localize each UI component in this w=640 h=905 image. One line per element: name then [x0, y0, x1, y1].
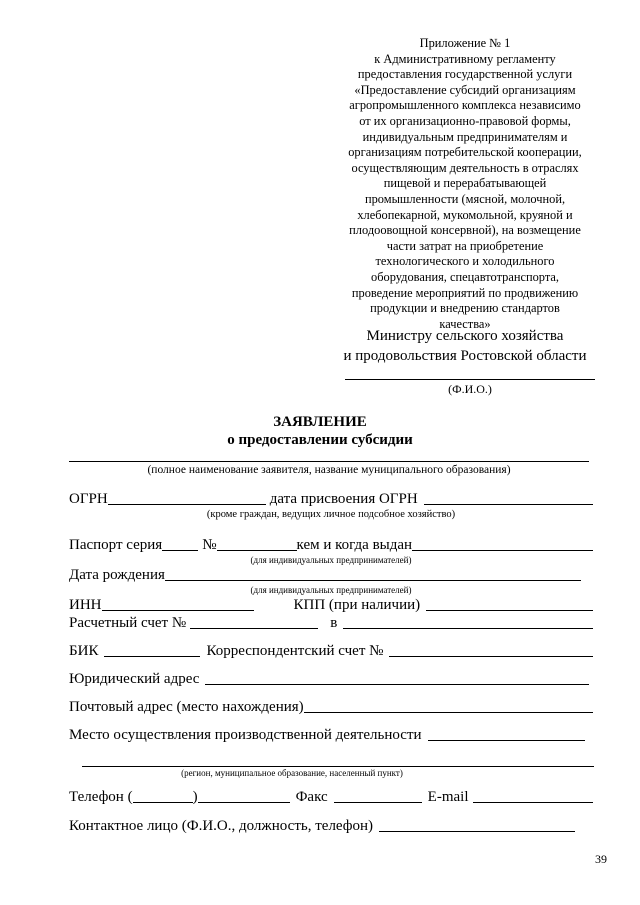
contact-person-row — [69, 817, 575, 835]
passport-number-label: № — [202, 537, 217, 553]
ogrn-label: ОГРН — [69, 491, 108, 507]
legal-address-row — [69, 670, 589, 688]
appendix-line: «Предоставление субсидий организациям — [354, 82, 576, 97]
bik-label: БИК — [69, 643, 99, 659]
region-caption: (регион, муниципальное образование, населенный пункт) — [181, 768, 403, 778]
birth-date-field[interactable] — [165, 567, 581, 581]
fio-field-line[interactable] — [345, 379, 595, 380]
appendix-line: Приложение № 1 — [419, 36, 511, 50]
applicant-caption: (полное наименование заявителя, название муниципального образования) — [147, 464, 511, 476]
appendix-line: промышленности (мясной, молочной, — [364, 191, 566, 206]
fio-caption: (Ф.И.О.) — [448, 382, 492, 396]
legal-address-label: Юридический адрес — [69, 671, 200, 687]
passport-row — [69, 536, 593, 554]
addressee-block — [330, 326, 600, 366]
addressee-line-1: Министру сельского хозяйства — [366, 328, 564, 344]
ogrn-field[interactable] — [108, 491, 266, 505]
appendix-line: осуществляющим деятельность в отраслях — [351, 160, 579, 175]
production-place-label: Место осуществления производственной деятельности — [69, 727, 422, 743]
appendix-line: качества» — [439, 316, 491, 331]
birth-date-row — [69, 566, 581, 584]
appendix-line: к Административному регламенту — [374, 51, 556, 66]
fax-field[interactable] — [334, 789, 422, 803]
form-title: ЗАЯВЛЕНИЕ — [273, 414, 367, 430]
inn-label: ИНН — [69, 597, 102, 613]
applicant-name-field[interactable] — [69, 461, 589, 462]
region-field[interactable] — [82, 766, 594, 767]
postal-address-row — [69, 698, 593, 716]
form-subtitle: о предоставлении субсидии — [227, 432, 413, 448]
phone-close: ) — [192, 789, 198, 805]
addressee-line-2: и продовольствия Ростовской области — [343, 348, 587, 364]
kpp-field[interactable] — [426, 597, 593, 611]
phone-number-field[interactable] — [198, 789, 290, 803]
appendix-line: пищевой и перерабатывающей — [383, 176, 547, 191]
production-place-field[interactable] — [428, 727, 585, 741]
phone-label: Телефон ( — [69, 789, 133, 805]
page-number: 39 — [595, 852, 607, 866]
appendix-line: плодоовощной консервной), на возмещение — [349, 223, 581, 238]
fax-label: Факс — [295, 789, 328, 805]
ogrn-row — [69, 490, 593, 508]
appendix-line: от их организационно-правовой формы, — [359, 113, 571, 128]
appendix-line: технологического и холодильного — [375, 254, 555, 269]
account-label: Расчетный счет № — [69, 615, 187, 631]
corr-account-label: Корреспондентский счет № — [206, 643, 384, 659]
legal-address-field[interactable] — [205, 671, 589, 685]
ogrn-caption: (кроме граждан, ведущих личное подсобное хозяйство) — [206, 509, 456, 520]
appendix-line: части затрат на приобретение — [386, 238, 544, 253]
appendix-line: оборудования, спецавтотранспорта, — [371, 269, 559, 284]
inn-field[interactable] — [102, 597, 254, 611]
passport-issued-field[interactable] — [412, 537, 593, 551]
appendix-line: продукции и внедрению стандартов — [370, 301, 560, 316]
phone-code-field[interactable] — [133, 789, 193, 803]
passport-issued-label: кем и когда выдан — [296, 537, 413, 553]
passport-series-label: Паспорт серия — [69, 537, 163, 553]
appendix-line: хлебопекарной, мукомольной, круяной и — [357, 207, 573, 222]
contact-person-label: Контактное лицо (Ф.И.О., должность, телефон) — [69, 818, 374, 834]
production-place-row — [69, 726, 585, 744]
birth-date-label: Дата рождения — [69, 567, 165, 583]
corr-account-field[interactable] — [389, 643, 593, 657]
contacts-row — [69, 788, 593, 806]
account-row — [69, 614, 593, 632]
appendix-line: индивидуальным предпринимателям и — [362, 129, 568, 144]
account-in-label: в — [330, 615, 338, 631]
email-field[interactable] — [473, 789, 594, 803]
ogrn-date-field[interactable] — [424, 491, 593, 505]
kpp-label: КПП (при наличии) — [293, 597, 421, 613]
email-label: E-mail — [427, 789, 469, 805]
passport-number-field[interactable] — [217, 537, 297, 551]
bank-name-field[interactable] — [343, 615, 593, 629]
account-field[interactable] — [190, 615, 318, 629]
entrepreneur-caption-1: (для индивидуальных предпринимателей) — [250, 555, 412, 565]
postal-address-field[interactable] — [304, 699, 593, 713]
postal-address-label: Почтовый адрес (место нахождения) — [69, 699, 304, 715]
appendix-line: организациям потребительской кооперации, — [348, 145, 582, 160]
bik-field[interactable] — [104, 643, 200, 657]
ogrn-date-label: дата присвоения ОГРН — [269, 491, 418, 507]
appendix-line: агропромышленного комплекса независимо — [349, 98, 581, 113]
appendix-header — [330, 36, 600, 332]
appendix-line: предоставления государственной услуги — [357, 67, 573, 82]
passport-series-field[interactable] — [162, 537, 198, 551]
appendix-line: проведение мероприятий по продвижению — [351, 285, 579, 300]
inn-kpp-row — [69, 596, 593, 614]
bik-row — [69, 642, 593, 660]
contact-person-field[interactable] — [379, 818, 575, 832]
entrepreneur-caption-2: (для индивидуальных предпринимателей) — [250, 585, 412, 595]
